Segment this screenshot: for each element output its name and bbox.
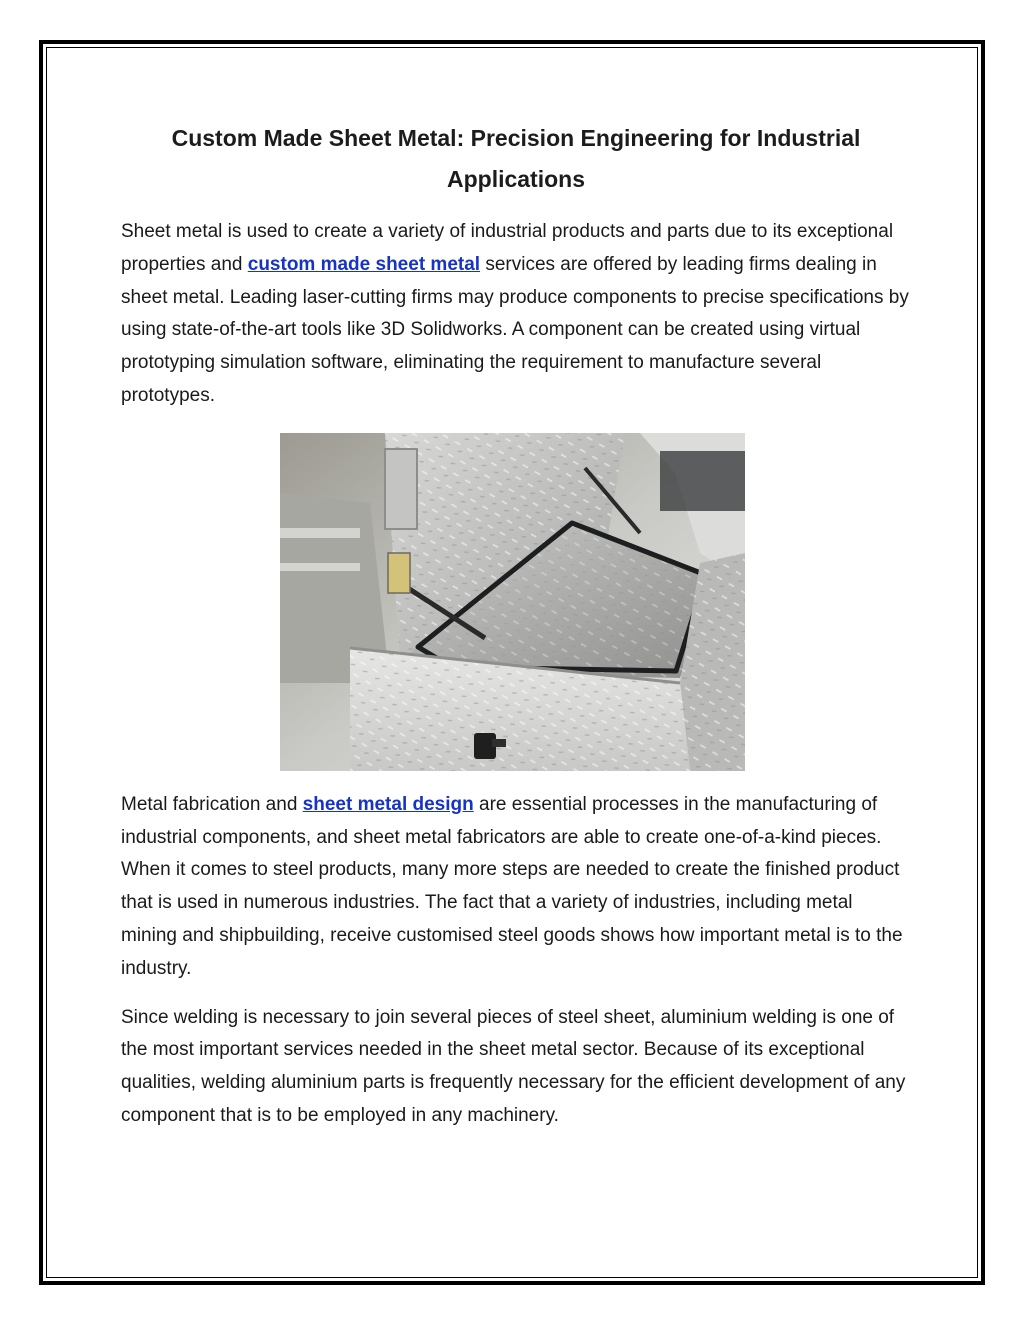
- toolbox-photo: [280, 433, 745, 771]
- custom-made-sheet-metal-link[interactable]: custom made sheet metal: [247, 253, 481, 275]
- paragraph-2: Metal fabrication and sheet metal design are essential processes in the manufacturing of industrial components, and sheet metal fabricators are able to create one-of-a-kind pieces. When it comes to steel products, many more steps are needed to create the finished product that is used in numerous industries. The fact that a variety of industries, including metal mining and shipbuilding, receive customised steel goods shows how important metal is to the industry.: [121, 793, 903, 979]
- paragraph-1: Sheet metal is used to create a variety of industrial products and parts due to its exceptional properties and custom made sheet metal services are offered by leading firms dealing in sheet metal. Leading laser-cutting firms may produce components to precise specifications by using state-of-the-art tools like 3D Solidworks. A component can be created using virtual prototyping simulation software, eliminating the requirement to manufacture several prototypes.: [121, 221, 909, 406]
- paragraph-3: Since welding is necessary to join several pieces of steel sheet, aluminium welding is one of the most important services needed in the sheet metal sector. Because of its exceptional qualities, welding aluminium parts is frequently necessary for the efficient development of any component that is to be employed in any machinery.: [121, 1006, 906, 1126]
- document-body: [121, 118, 911, 1133]
- document-title: Custom Made Sheet Metal: Precision Engineering for Industrial Applications: [171, 125, 861, 192]
- sheet-metal-design-link[interactable]: sheet metal design: [302, 793, 474, 815]
